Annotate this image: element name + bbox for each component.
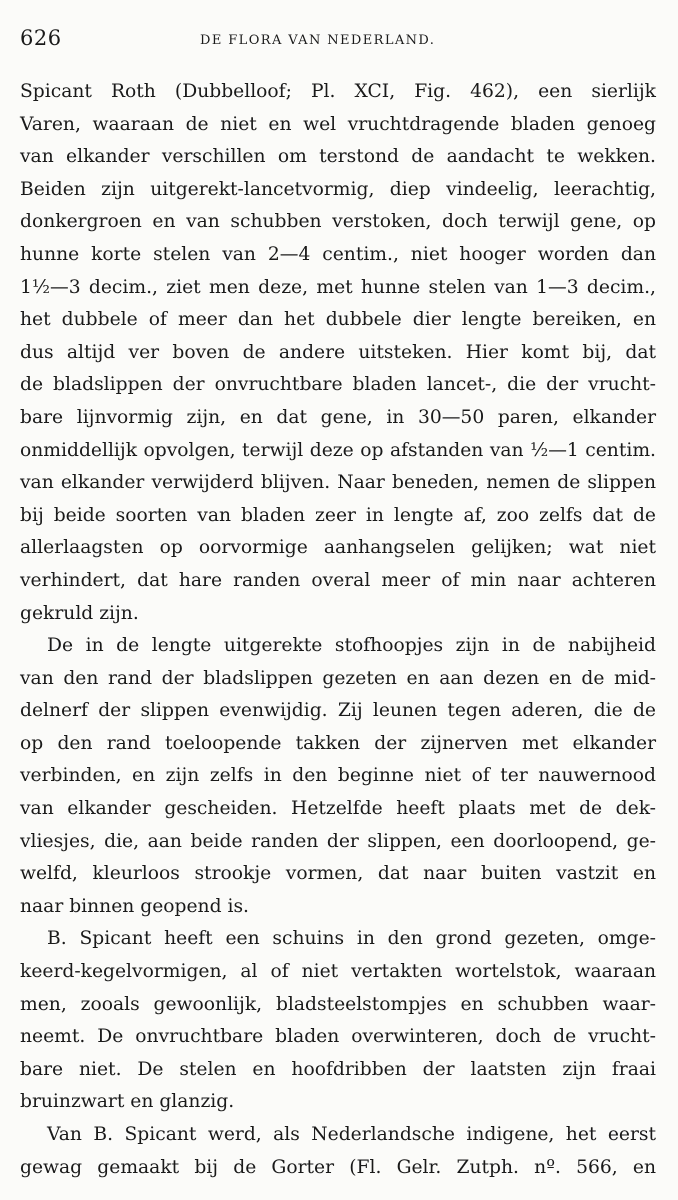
text-line: de bladslippen der onvruchtbare bladen lancet-, die der vrucht-: [20, 374, 656, 396]
body-text: [20, 76, 656, 1184]
text-line: men, zooals gewoonlijk, bladsteelstompjes en schubben waar-: [20, 993, 656, 1015]
text-line: bruinzwart en glanzig.: [20, 1091, 235, 1113]
text-line: verbinden, en zijn zelfs in den beginne niet of ter nauwernood: [20, 765, 656, 787]
text-line: welfd, kleurloos strookje vormen, dat naar buiten vastzit en: [20, 863, 656, 885]
text-line: van elkander gescheiden. Hetzelfde heeft plaats met de dek-: [20, 798, 656, 820]
text-line: bij beide soorten van bladen zeer in lengte af, zoo zelfs dat de: [20, 504, 656, 526]
text-line: van elkander verschillen om terstond de aandacht te wekken.: [20, 146, 656, 168]
page-number: 626: [20, 26, 62, 50]
text-line: bare niet. De stelen en hoofdribben der laatsten zijn fraai: [20, 1058, 656, 1080]
text-line: De in de lengte uitgerekte stofhoopjes zijn in de nabijheid: [47, 635, 656, 657]
text-line: naar binnen geopend is.: [20, 895, 249, 917]
text-line: van elkander verwijderd blijven. Naar beneden, nemen de slippen: [20, 472, 656, 494]
text-line: bare lijnvormig zijn, en dat gene, in 30—50 paren, elkander: [20, 406, 656, 428]
page-header: [20, 26, 655, 56]
text-line: delnerf der slippen evenwijdig. Zij leunen tegen aderen, die de: [20, 700, 656, 722]
text-line: Varen, waaraan de niet en wel vruchtdragende bladen genoeg: [20, 113, 656, 135]
text-line: van den rand der bladslippen gezeten en aan dezen en de mid-: [20, 667, 656, 689]
text-line: Van B. Spicant werd, als Nederlandsche indigene, het eerst: [47, 1124, 656, 1145]
text-line: gekruld zijn.: [20, 602, 139, 624]
text-line: onmiddellijk opvolgen, terwijl deze op afstanden van ½—1 centim.: [20, 439, 656, 461]
text-line: neemt. De onvruchtbare bladen overwinteren, doch de vrucht-: [20, 1026, 656, 1048]
running-head: DE FLORA VAN NEDERLAND.: [200, 33, 436, 48]
text-line: gewag gemaakt bij de Gorter (Fl. Gelr. Zutph. nº. 566, en: [20, 1156, 656, 1178]
text-line: vliesjes, die, aan beide randen der slippen, een doorloopend, ge-: [20, 830, 656, 852]
text-line: keerd-kegelvormigen, al of niet vertakten wortelstok, waaraan: [20, 961, 656, 983]
text-line: Beiden zijn uitgerekt-lancetvormig, diep vindeelig, leerachtig,: [20, 178, 656, 200]
text-line: allerlaagsten op oorvormige aanhangselen gelijken; wat niet: [20, 537, 656, 559]
text-line: dus altijd ver boven de andere uitsteken. Hier komt bij, dat: [20, 341, 656, 363]
text-line: het dubbele of meer dan het dubbele dier lengte bereiken, en: [20, 309, 656, 331]
text-line: donkergroen en van schubben verstoken, doch terwijl gene, op: [20, 211, 656, 233]
text-line: op den rand toeloopende takken der zijnerven met elkander: [20, 732, 656, 754]
text-line: B. Spicant heeft een schuins in den grond gezeten, omge-: [47, 928, 656, 950]
text-line: 1½—3 decim., ziet men deze, met hunne stelen van 1—3 decim.,: [20, 276, 656, 298]
text-line: verhindert, dat hare randen overal meer of min naar achteren: [20, 569, 656, 591]
text-line: hunne korte stelen van 2—4 centim., niet hooger worden dan: [20, 243, 656, 265]
text-line: Spicant Roth (Dubbelloof; Pl. XCI, Fig. 462), een sierlijk: [20, 81, 656, 102]
